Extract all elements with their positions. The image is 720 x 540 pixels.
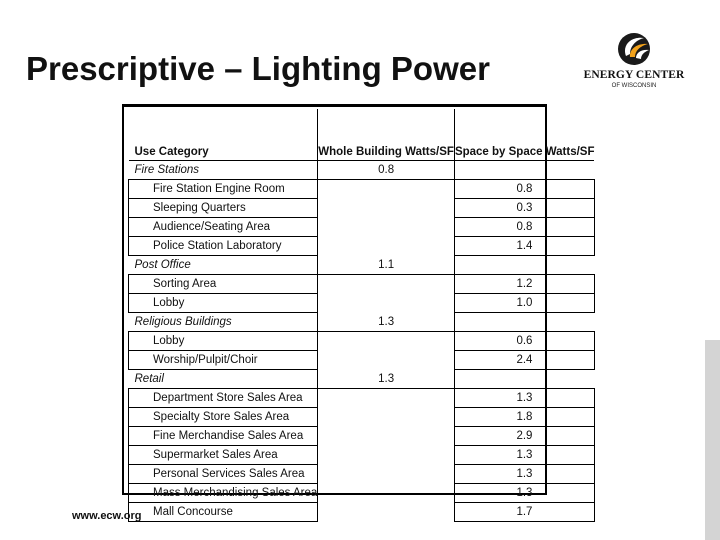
space-by-space-value: 1.3 [454,484,594,503]
space-type-row [129,465,595,484]
space-type-row [129,237,595,256]
space-type-row [129,427,595,446]
header-space-by-space: Space by Space Watts/SF [454,109,594,161]
category-group-row [129,256,595,275]
whole-building-empty [318,484,455,503]
whole-building-empty [318,237,455,256]
space-by-space-value: 0.6 [454,332,594,351]
whole-building-value: 0.8 [318,161,455,180]
space-by-space-value: 1.0 [454,294,594,313]
space-type-name: Lobby [129,332,318,351]
whole-building-empty [318,180,455,199]
energy-center-logo [578,28,690,106]
space-type-row [129,294,595,313]
space-type-row [129,199,595,218]
logo-subtitle: OF WISCONSIN [611,83,657,89]
space-type-row [129,180,595,199]
category-group-row [129,313,595,332]
whole-building-empty [318,389,455,408]
category-name: Retail [134,373,164,385]
whole-building-empty [318,199,455,218]
space-type-name: Sleeping Quarters [129,199,318,218]
space-by-space-empty [454,256,594,275]
category-name: Fire Stations [134,164,200,176]
space-by-space-value: 1.2 [454,275,594,294]
space-by-space-value: 0.8 [454,218,594,237]
space-by-space-value: 0.8 [454,180,594,199]
space-type-name: Fine Merchandise Sales Area [129,427,318,446]
whole-building-empty [318,294,455,313]
whole-building-empty [318,446,455,465]
table-body [129,161,595,522]
category-group-row [129,370,595,389]
space-type-row [129,389,595,408]
space-type-name: Sorting Area [129,275,318,294]
space-by-space-empty [454,313,594,332]
decorative-edge-bar [705,340,720,540]
space-by-space-empty [454,370,594,389]
space-type-row [129,446,595,465]
space-by-space-value: 2.4 [454,351,594,370]
header-whole-building: Whole Building Watts/SF [318,109,455,161]
space-type-row [129,275,595,294]
space-by-space-empty [454,161,594,180]
header-use-category: Use Category [134,145,209,158]
space-by-space-value: 1.4 [454,237,594,256]
whole-building-empty [318,465,455,484]
whole-building-value: 1.3 [318,313,455,332]
space-by-space-value: 0.3 [454,199,594,218]
space-type-row [129,218,595,237]
space-by-space-value: 1.3 [454,465,594,484]
space-by-space-value: 2.9 [454,427,594,446]
space-type-name: Specialty Store Sales Area [129,408,318,427]
slide-title: Prescriptive – Lighting Power [26,50,490,87]
whole-building-empty [318,218,455,237]
space-type-name: Mall Concourse [129,503,318,522]
space-type-name: Personal Services Sales Area [129,465,318,484]
whole-building-empty [318,332,455,351]
whole-building-value: 1.3 [318,370,455,389]
whole-building-empty [318,427,455,446]
space-by-space-value: 1.3 [454,389,594,408]
space-type-name: Audience/Seating Area [129,218,318,237]
space-by-space-value: 1.3 [454,446,594,465]
whole-building-empty [318,351,455,370]
space-by-space-value: 1.8 [454,408,594,427]
space-type-row [129,503,595,522]
footer-url: www.ecw.org [72,510,142,522]
space-type-name: Worship/Pulpit/Choir [129,351,318,370]
category-name: Religious Buildings [134,316,232,328]
category-group-row [129,161,595,180]
space-type-row [129,351,595,370]
whole-building-value: 1.1 [318,256,455,275]
energy-center-swirl-icon [614,28,654,68]
category-name: Post Office [134,259,191,271]
space-type-row [129,484,595,503]
whole-building-empty [318,408,455,427]
space-type-name: Lobby [129,294,318,313]
whole-building-empty [318,275,455,294]
whole-building-empty [318,503,455,522]
space-type-name: Fire Station Engine Room [129,180,318,199]
space-type-name: Mass Merchandising Sales Area [129,484,318,503]
space-type-name: Police Station Laboratory [129,237,318,256]
logo-name: ENERGY CENTER [583,69,685,81]
space-type-name: Supermarket Sales Area [129,446,318,465]
table-header-row [129,109,595,161]
lighting-power-table [128,109,595,522]
space-by-space-value: 1.7 [454,503,594,522]
lighting-power-table-frame [122,104,595,518]
space-type-row [129,408,595,427]
space-type-name: Department Store Sales Area [129,389,318,408]
space-type-row [129,332,595,351]
